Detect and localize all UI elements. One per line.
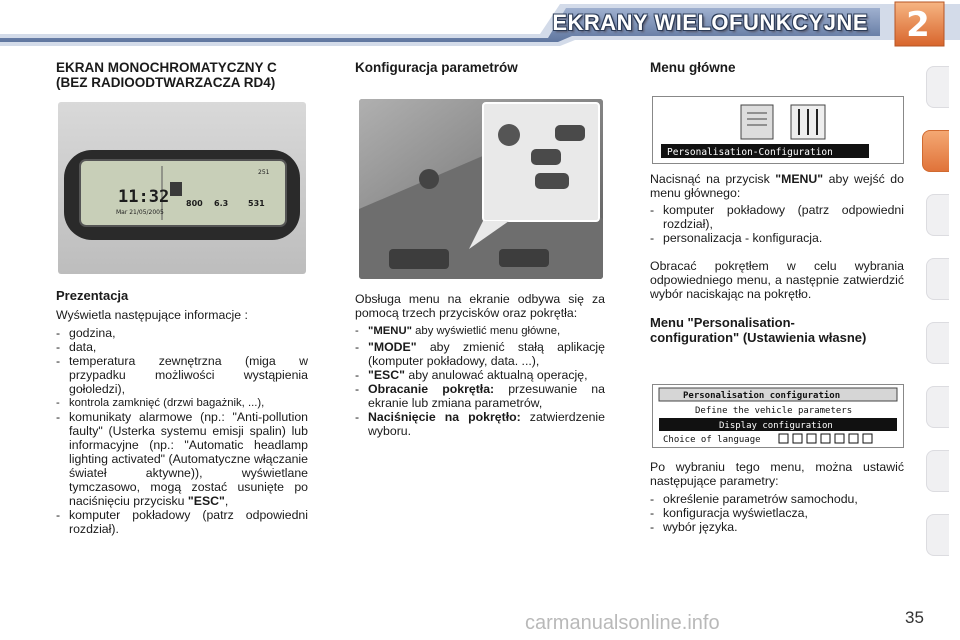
list-item: - komunikaty alarmowe (np.: "Anti-pollution faulty" (Usterka systemu emisji spalin) lub informacyjne (np.: "Automatic headlamp lighting activated" (Automatyczne włączanie świateł aktywne)), wyświetlane tymczasowo, mogą zostać usunięte po naciśnięciu przycisku "ESC", [56, 410, 308, 508]
main-menu-instructions: Obracać pokrętłem w celu wybrania odpowiedniego menu, a następnie zatwierdzić wybór naciskając na pokrętło. [650, 259, 904, 301]
display-top-value: 251 [258, 169, 270, 176]
section-personalisation-text [650, 460, 904, 534]
chapter-tab-8[interactable] [926, 514, 949, 556]
screen-title: Personalisation configuration [683, 391, 841, 401]
list-item: - "MENU" aby wyświetlić menu główne, [355, 324, 605, 338]
list-item: - komputer pokładowy (patrz odpowiedni rozdział), [650, 203, 904, 231]
display-photo [58, 102, 306, 274]
main-menu-screen [652, 96, 904, 164]
personalisation-intro: Po wybraniu tego menu, można ustawić następujące parametry: [650, 460, 904, 488]
screen-row-vehicle: Define the vehicle parameters [695, 406, 853, 416]
presentation-list [56, 326, 308, 536]
chapter-tab-5[interactable] [926, 322, 949, 364]
list-item: - konfiguracja wyświetlacza, [650, 506, 904, 520]
list-item: - "MODE" aby zmienić stałą aplikację (komputer pokładowy, data. ...), [355, 340, 605, 368]
section-title-personalisation: Menu "Personalisation- configuration" (Ustawienia własne) [650, 315, 867, 345]
display-value-1: 800 [186, 199, 203, 208]
configuration-intro: Obsługa menu na ekranie odbywa się za pomocą trzech przycisków oraz pokrętła: [355, 292, 605, 320]
document-icon [741, 105, 773, 139]
list-item: - Obracanie pokrętła: przesuwanie na ekranie lub zmiana parametrów, [355, 382, 605, 410]
personalisation-screen-art [653, 385, 903, 447]
section-title-presentation: Prezentacja [56, 288, 129, 303]
watermark: carmanualsonline.info [525, 612, 720, 634]
screen-row-language: Choice of language [663, 435, 761, 445]
section-title-main-menu: Menu główne [650, 60, 736, 75]
main-menu-intro: Nacisnąć na przycisk "MENU" aby wejść do menu głównego: [650, 172, 904, 200]
display-value-2: 6.3 [214, 199, 229, 208]
list-item: - określenie parametrów samochodu, [650, 492, 904, 506]
main-menu-list [650, 203, 904, 245]
display-date: Mar 21/05/2005 [116, 209, 164, 216]
chapter-tab-4[interactable] [926, 258, 949, 300]
column-configuration [355, 60, 605, 75]
list-item: - kontrola zamknięć (drzwi bagażnik, ...), [56, 396, 308, 410]
section-title-screen: EKRAN MONOCHROMATYCZNY C (BEZ RADIOODTWARZACZA RD4) [56, 60, 277, 90]
chapter-number: 2 [906, 5, 930, 45]
chapter-tab-2-active[interactable] [922, 130, 949, 172]
main-menu-screen-art [653, 97, 903, 163]
list-item: - Naciśnięcie na pokrętło: zatwierdzenie wyboru. [355, 410, 605, 438]
configuration-list [355, 324, 605, 438]
list-item: - "ESC" aby anulować aktualną operację, [355, 368, 605, 382]
chapter-tab-6[interactable] [926, 386, 949, 428]
chapter-tab-7[interactable] [926, 450, 949, 492]
list-item: - godzina, [56, 326, 308, 340]
list-item: - wybór języka. [650, 520, 904, 534]
chapter-tabs [926, 66, 950, 576]
personalisation-list [650, 492, 904, 534]
fuel-icon [170, 182, 182, 196]
section-presentation [56, 288, 308, 536]
controls-photo [359, 99, 603, 279]
column-main-menu [650, 60, 904, 75]
list-item: - personalizacja - konfiguracja. [650, 231, 904, 245]
list-item: - komputer pokładowy (patrz odpowiedni rozdział). [56, 508, 308, 536]
header-banner [0, 0, 960, 50]
display-time: 11:32 [118, 187, 170, 207]
screen-row-display: Display configuration [719, 421, 833, 431]
display-value-3: 531 [248, 199, 265, 208]
menu-screen-label: Personalisation-Configuration [667, 147, 833, 158]
chapter-tab-1[interactable] [926, 66, 949, 108]
display-illustration [58, 102, 306, 274]
section-configuration-text [355, 292, 605, 438]
section-title-configuration: Konfiguracja parametrów [355, 60, 518, 75]
page-number: 35 [905, 608, 924, 627]
column-monochrome-screen [56, 60, 308, 90]
personalisation-screen [652, 384, 904, 448]
presentation-intro: Wyświetla następujące informacje : [56, 308, 248, 322]
controls-illustration [359, 99, 603, 279]
page-title: EKRANY WIELOFUNKCYJNE [552, 10, 868, 35]
list-item: - data, [56, 340, 308, 354]
section-main-menu-text [650, 172, 904, 345]
chapter-tab-3[interactable] [926, 194, 949, 236]
list-item: - temperatura zewnętrzna (miga w przypadku możliwości wystąpienia gołoledzi), [56, 354, 308, 396]
